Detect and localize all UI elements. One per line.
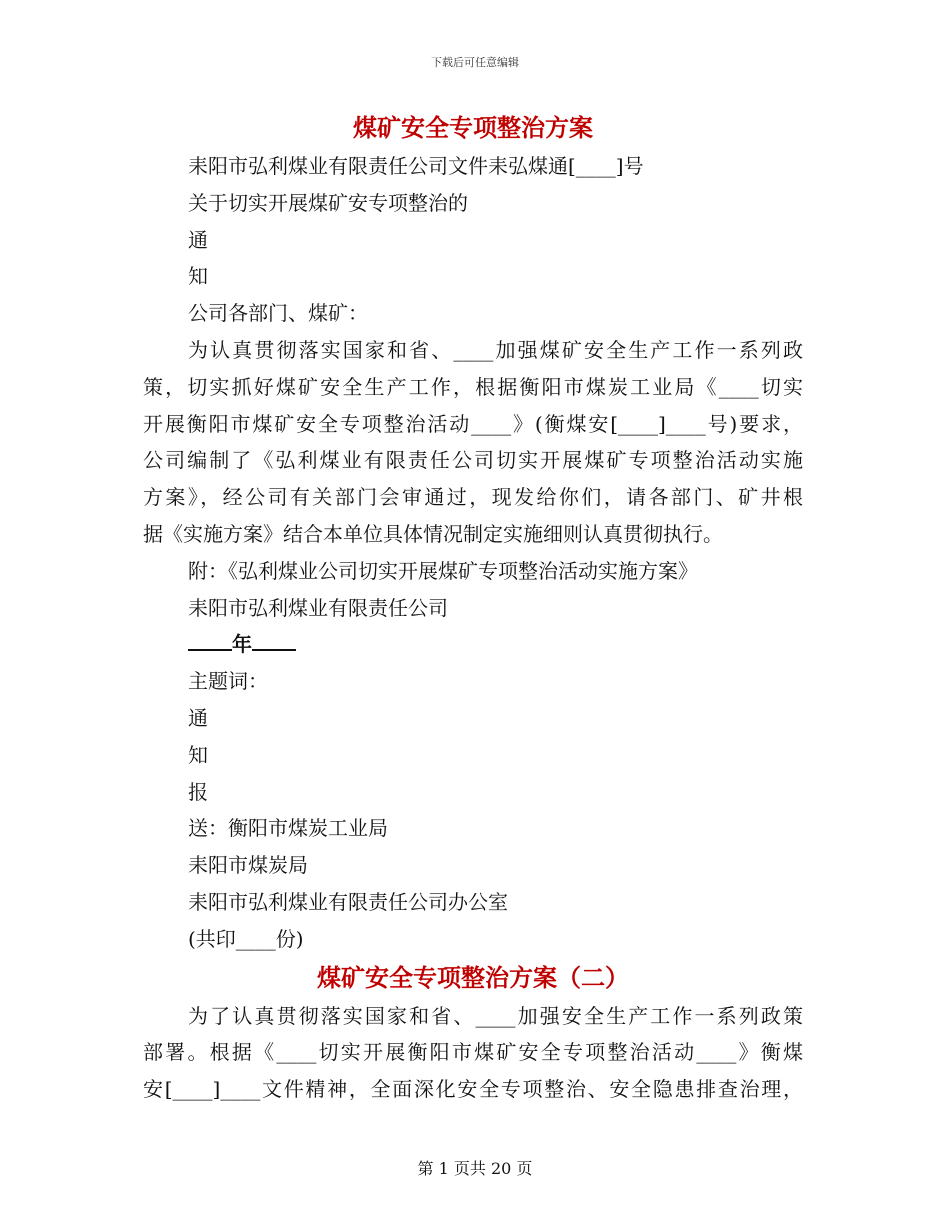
company-signature: 耒阳市弘利煤业有限责任公司 [188,595,448,620]
page-footer: 第 1 页共 20 页 [417,1159,533,1178]
year-label: 年 [232,632,252,657]
date-blank [252,629,296,651]
recipient-line: 耒阳市煤炭局 [188,853,308,878]
paragraph-line: 为了认真贯彻落实国家和省、____加强安全生产工作一系列政策 [188,1003,803,1028]
notice-title-char: 通 [188,227,208,252]
keyword-char: 通 [188,705,208,730]
section-title: 煤矿安全专项整治方案（二） [317,962,629,992]
document-body [143,108,803,1108]
date-line [143,626,803,663]
paragraph-line: 策，切实抓好煤矿安全生产工作，根据衡阳市煤炭工业局《____切实 [143,374,803,399]
keywords-label: 主题词： [188,669,268,694]
paragraph-line: 部署。根据《____切实开展衡阳市煤矿安全专项整治活动____》衡煤 [143,1040,803,1065]
paragraph-line: 为认真贯彻落实国家和省、____加强煤矿安全生产工作一系列政 [188,337,803,362]
copies-line: (共印____份) [188,926,304,951]
doc-number-line: 耒阳市弘利煤业有限责任公司文件耒弘煤通[____]号 [188,154,644,178]
keyword-char: 知 [188,742,208,767]
page-header: 下载后可任意编辑 [431,56,519,69]
recipient-line: 耒阳市弘利煤业有限责任公司办公室 [188,889,508,914]
paragraph-line: 安[____]____文件精神，全面深化安全专项整治、安全隐患排查治理， [143,1077,803,1102]
paragraph-line: 据《实施方案》结合本单位具体情况制定实施细则认真贯彻执行。 [143,521,723,546]
document-title: 煤矿安全专项整治方案 [353,113,593,142]
notice-title-line: 关于切实开展煤矿安专项整治的 [188,190,468,215]
date-blank [188,629,232,651]
salutation: 公司各部门、煤矿： [188,301,368,326]
notice-title-char: 知 [188,264,208,289]
paragraph-line: 开展衡阳市煤矿安全专项整治活动____》(衡煤安[____]____号)要求， [143,411,803,436]
attachment-line: 附：《弘利煤业公司切实开展煤矿专项整治活动实施方案》 [188,558,698,583]
paragraph-line: 方案》，经公司有关部门会审通过，现发给你们，请各部门、矿井根 [143,485,803,510]
paragraph-line: 公司编制了《弘利煤业有限责任公司切实开展煤矿专项整治活动实施 [143,448,803,473]
recipient-line: 送：衡阳市煤炭工业局 [188,816,388,841]
keyword-char: 报 [188,779,208,804]
